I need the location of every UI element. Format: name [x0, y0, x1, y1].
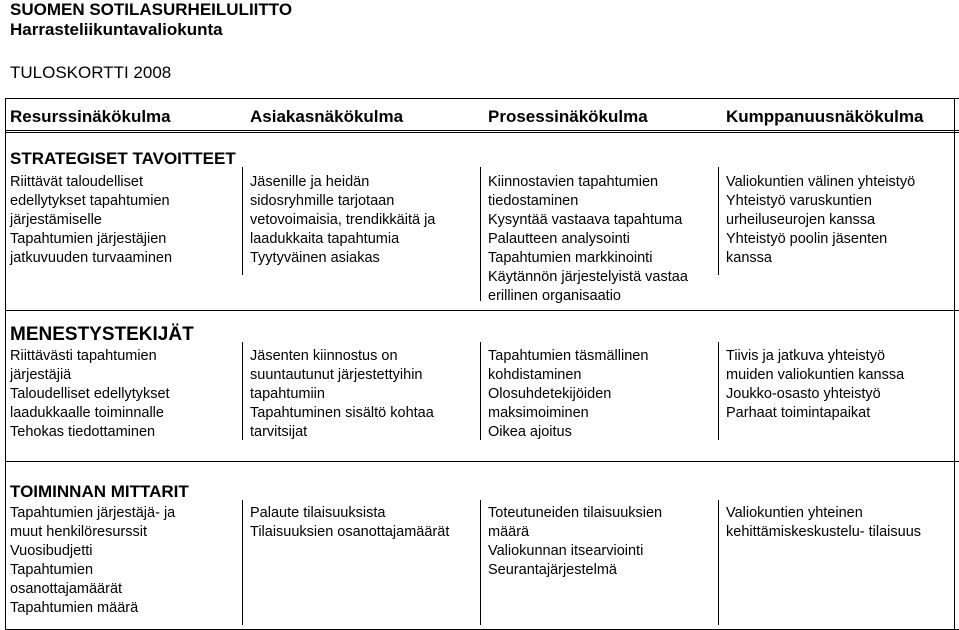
col-divider-1c — [242, 500, 243, 625]
col-divider-1a — [242, 167, 243, 275]
table-border-left — [5, 98, 6, 630]
cell-metrics-customer: Palaute tilaisuuksista Tilaisuuksien osanottajamäärät — [250, 505, 450, 540]
scorecard-title: TULOSKORTTI 2008 — [10, 63, 172, 82]
cell-metrics-partnership: Valiokuntien yhteinen kehittämiskeskustelu- tilaisuus — [726, 505, 922, 540]
cell-strategic-resource: Riittävät taloudelliset edellytykset tapahtumien järjestämiselle Tapahtumien järjestäjien jatkuvuuden turvaaminen — [10, 174, 173, 266]
section-title-metrics: TOIMINNAN MITTARIT — [10, 482, 189, 501]
table-border-right — [954, 98, 955, 630]
col-divider-3a — [718, 167, 719, 275]
section-divider-1 — [5, 310, 959, 311]
col-header-partnership: Kumppanuusnäkökulma — [726, 107, 924, 126]
cell-success-partnership: Tiivis ja jatkuva yhteistyö muiden valiokuntien kanssa Joukko-osasto yhteistyö Parhaat toimintapaikat — [726, 348, 905, 421]
section-title-strategic-goals: STRATEGISET TAVOITTEET — [10, 149, 236, 168]
cell-success-customer: Jäsenten kiinnostus on suuntautunut järjestettyihin tapahtumiin Tapahtuminen sisältö kohtaa tarvitsijat — [250, 348, 434, 440]
col-divider-3c — [718, 500, 719, 625]
table-border-top — [5, 98, 959, 99]
col-divider-2b — [480, 342, 481, 440]
cell-success-resource: Riittävästi tapahtumien järjestäjiä Taloudelliset edellytykset laadukkaalle toiminnalle Tehokas tiedottaminen — [10, 348, 170, 440]
col-header-resource: Resurssinäkökulma — [10, 107, 171, 126]
col-divider-2a — [480, 167, 481, 301]
org-name: SUOMEN SOTILASURHEILULIITTO — [10, 0, 293, 19]
committee-name: Harrasteliikuntavaliokunta — [10, 20, 223, 39]
cell-metrics-resource: Tapahtumien järjestäjä- ja muut henkilöresurssit Vuosibudjetti Tapahtumien osanottajamäärät Tapahtumien määrä — [10, 505, 176, 616]
section-title-success-factors: MENESTYSTEKIJÄT — [10, 324, 194, 345]
cell-success-process: Tapahtumien täsmällinen kohdistaminen Olosuhdetekijöiden maksimoiminen Oikea ajoitus — [488, 348, 649, 440]
col-divider-2c — [480, 500, 481, 625]
cell-strategic-partnership: Valiokuntien välinen yhteistyö Yhteistyö varuskuntien urheiluseurojen kanssa Yhteistyö poolin jäsenten kanssa — [726, 174, 916, 266]
header-row-divider — [5, 130, 959, 131]
section-divider-2 — [5, 461, 959, 462]
col-divider-1b — [242, 342, 243, 440]
cell-strategic-customer: Jäsenille ja heidän sidosryhmille tarjotaan vetovoimaisia, trendikkäitä ja laadukkaita tapahtumia Tyytyväinen asiakas — [250, 174, 436, 266]
cell-metrics-process: Toteutuneiden tilaisuuksien määrä Valiokunnan itsearviointi Seurantajärjestelmä — [488, 505, 663, 578]
col-header-process: Prosessinäkökulma — [488, 107, 648, 126]
header-row-divider-2 — [5, 132, 959, 133]
col-divider-3b — [718, 342, 719, 440]
cell-strategic-process: Kiinnostavien tapahtumien tiedostaminen Kysyntää vastaava tapahtuma Palautteen analysointi Tapahtumien markkinointi Käytännön järjestelyistä vastaa erillinen organisaatio — [488, 174, 688, 304]
col-header-customer: Asiakasnäkökulma — [250, 107, 404, 126]
